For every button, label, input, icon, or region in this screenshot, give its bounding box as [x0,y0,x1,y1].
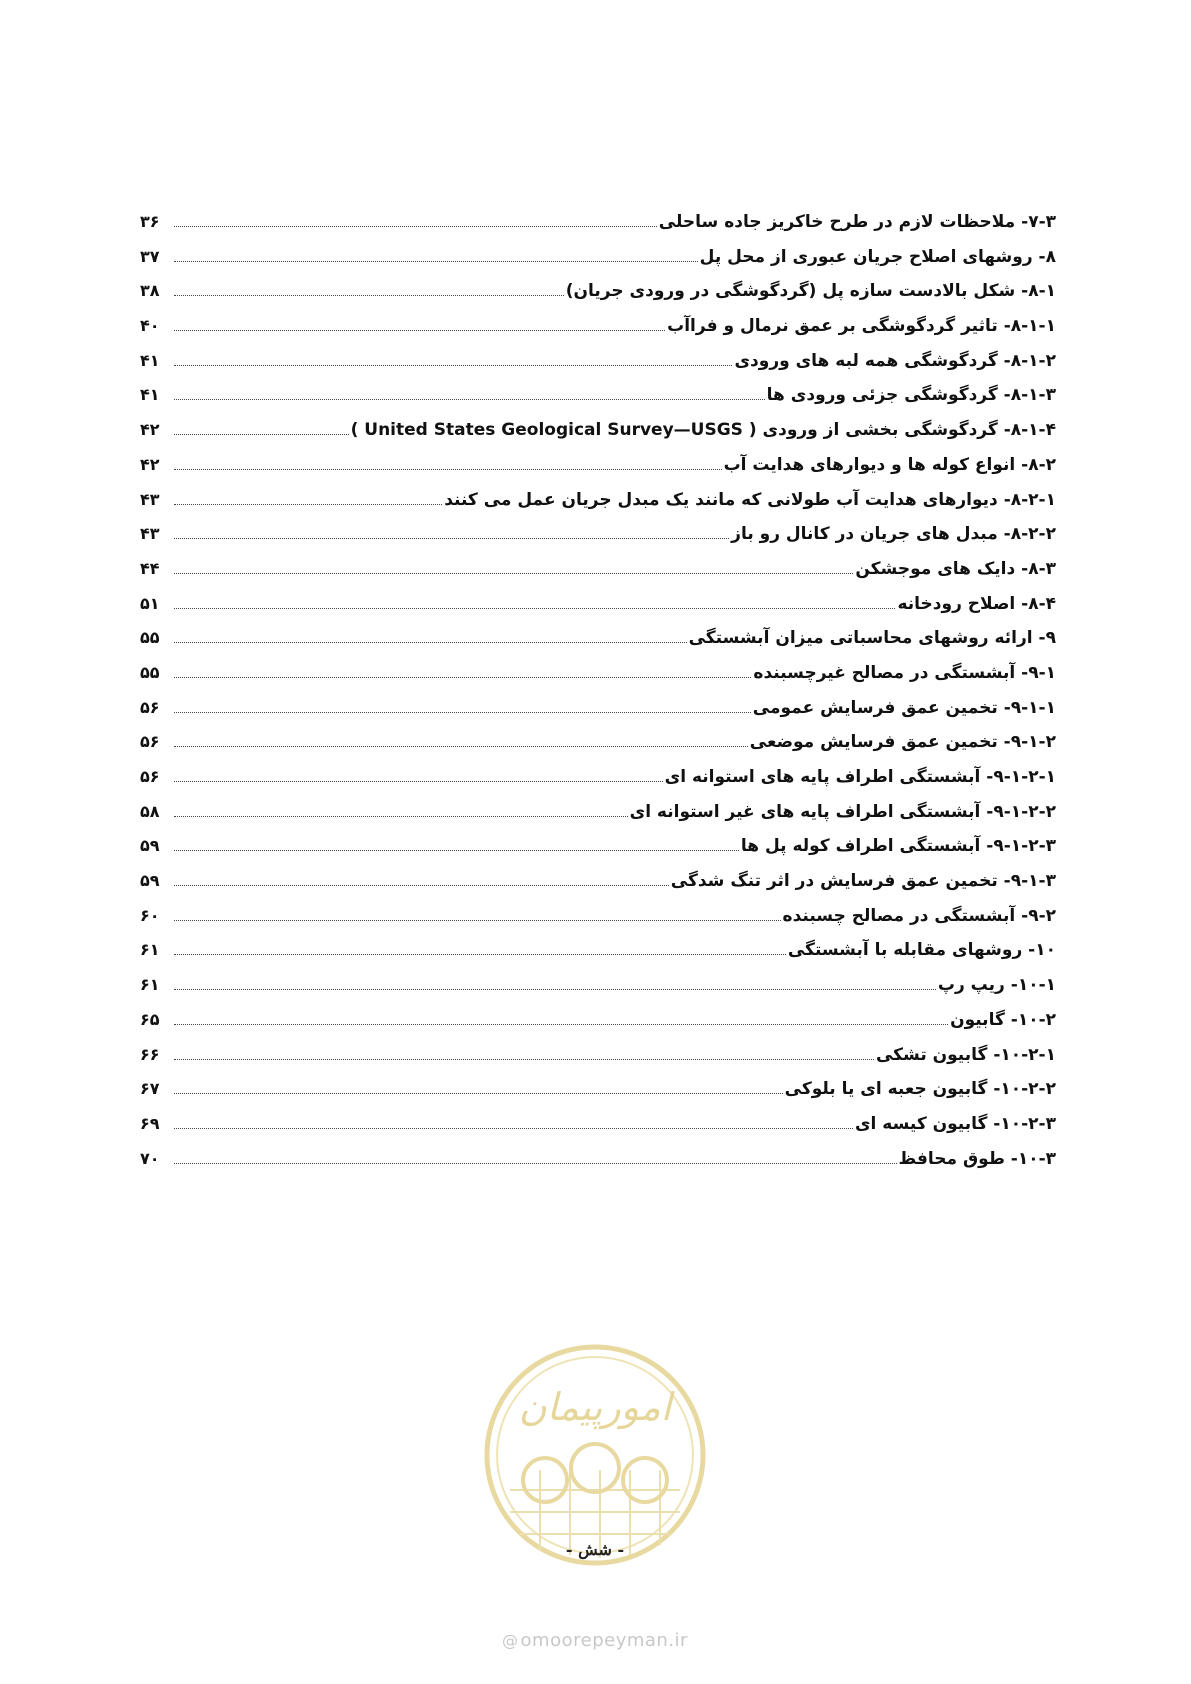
toc-dot-leader [174,573,853,574]
toc-entry[interactable] [140,1114,1056,1149]
toc-entry-page: ۶۹ [140,1113,160,1133]
toc-entry-title: ۹-۱-۲-۲- آبشستگی اطراف پایه های غیر استوانه ای [629,801,1056,822]
at-icon: @ [502,1631,519,1650]
toc-entry-title: ۹-۱-۲- تخمین عمق فرسایش موضعی [749,732,1056,753]
toc-entry[interactable] [140,559,1056,594]
watermark-url [495,1630,695,1651]
toc-entry-page: ۳۸ [140,281,160,301]
toc-entry-page: ۶۰ [140,905,160,925]
toc-entry[interactable] [140,1149,1056,1184]
toc-entry-page: ۴۱ [140,385,160,405]
toc-dot-leader [174,399,765,400]
toc-entry[interactable] [140,351,1056,386]
toc-entry-title: ۱۰-۲-۳- گابیون کیسه ای [854,1113,1056,1134]
toc-entry-page: ۵۶ [140,732,160,752]
toc-entry[interactable] [140,663,1056,698]
toc-dot-leader [174,677,751,678]
toc-entry-title: ۸-۱-۴- گردگوشگی بخشی از ورودی ( United States Geological Survey—USGS ) [350,420,1056,441]
toc-entry-title: ۸-۱-۳- گردگوشگی جزئی ورودی ها [766,385,1056,406]
toc-entry-title: ۸-۳- دایک های موجشکن [855,558,1056,579]
toc-dot-leader [174,1024,948,1025]
toc-entry[interactable] [140,871,1056,906]
toc-entry-title: ۱۰-۲-۱- گابیون تشکی [875,1044,1056,1065]
toc-entry-page: ۵۹ [140,836,160,856]
toc-entry-title: ۱۰-۲-۲- گابیون جعبه ای یا بلوکی [784,1079,1056,1100]
toc-entry[interactable] [140,281,1056,316]
toc-entry[interactable] [140,1079,1056,1114]
toc-entry-page: ۷۰ [140,1148,160,1168]
toc-entry-page: ۴۲ [140,420,160,440]
toc-dot-leader [174,504,442,505]
toc-dot-leader [174,434,349,435]
toc-entry[interactable] [140,594,1056,629]
toc-dot-leader [174,226,657,227]
toc-entry-page: ۴۳ [140,489,160,509]
toc-entry[interactable] [140,732,1056,767]
toc-entry-title: ۸-۴- اصلاح رودخانه [897,593,1056,614]
toc-dot-leader [174,538,729,539]
toc-entry-title: ۸- روشهای اصلاح جریان عبوری از محل پل [699,246,1056,267]
toc-entry-page: ۵۶ [140,697,160,717]
toc-dot-leader [174,1163,897,1164]
toc-dot-leader [174,746,748,747]
watermark-url-text: omoorepeyman.ir [520,1630,688,1651]
toc-entry[interactable] [140,836,1056,871]
toc-entry[interactable] [140,1010,1056,1045]
toc-entry-title: ۸-۱-۱- تاثیر گردگوشگی بر عمق نرمال و فراآب [667,316,1056,337]
toc-entry-page: ۳۷ [140,246,160,266]
toc-entry-title: ۹-۲- آبشستگی در مصالح چسبنده [782,905,1056,926]
toc-entry[interactable] [140,975,1056,1010]
toc-entry[interactable] [140,455,1056,490]
toc-entry-page: ۴۲ [140,454,160,474]
toc-dot-leader [174,608,895,609]
toc-dot-leader [174,920,781,921]
toc-entry-page: ۴۱ [140,350,160,370]
seal-lettering: امورپیمان [518,1385,672,1429]
toc-dot-leader [174,642,687,643]
toc-entry-title: ۸-۲-۲- مبدل های جریان در کانال رو باز [731,524,1056,545]
toc-entry-page: ۴۰ [140,316,160,336]
toc-entry-title: ۱۰-۳- طوق محافظ [898,1148,1056,1169]
toc-entry-page: ۵۱ [140,593,160,613]
toc-entry[interactable] [140,524,1056,559]
page-number-footer: - شش - [565,1540,625,1559]
toc-entry-page: ۴۳ [140,524,160,544]
toc-dot-leader [174,1128,853,1129]
toc-entry-title: ۹-۱-۱- تخمین عمق فرسایش عمومی [752,697,1056,718]
toc-entry-title: ۹-۱-۲-۳- آبشستگی اطراف کوله پل ها [740,836,1056,857]
toc-entry-page: ۵۵ [140,662,160,682]
toc-entry[interactable] [140,385,1056,420]
toc-entry[interactable] [140,490,1056,525]
toc-entry-page: ۵۸ [140,801,160,821]
toc-entry[interactable] [140,247,1056,282]
toc-entry[interactable] [140,906,1056,941]
toc-entry-page: ۶۱ [140,940,160,960]
toc-entry-title: ۱۰-۲- گابیون [950,1009,1056,1030]
toc-dot-leader [174,954,786,955]
toc-dot-leader [174,330,665,331]
toc-entry-page: ۴۴ [140,558,160,578]
toc-dot-leader [174,850,739,851]
toc-entry-title: ۹-۱- آبشستگی در مصالح غیرچسبنده [753,662,1056,683]
toc-entry-title: ۸-۲-۱- دیوارهای هدایت آب طولانی که مانند یک مبدل جریان عمل می کنند [444,489,1056,510]
toc-entry-title: ۸-۱-۲- گردگوشگی همه لبه های ورودی [734,350,1056,371]
toc-entry-title: ۷-۳- ملاحظات لازم در طرح خاکریز جاده ساحلی [658,212,1056,232]
toc-entry[interactable] [140,940,1056,975]
toc-entry[interactable] [140,420,1056,455]
toc-entry-title: ۹- ارائه روشهای محاسباتی میزان آبشستگی [688,628,1056,649]
toc-entry-page: ۶۵ [140,1009,160,1029]
toc-entry-page: ۶۱ [140,975,160,995]
toc-entry-title: ۹-۱-۳- تخمین عمق فرسایش در اثر تنگ شدگی [670,871,1056,892]
toc-entry-page: ۶۶ [140,1044,160,1064]
toc-dot-leader [174,1059,874,1060]
toc-dot-leader [174,295,564,296]
toc-entry-page: ۶۷ [140,1079,160,1099]
toc-entry[interactable] [140,698,1056,733]
toc-dot-leader [174,781,663,782]
toc-entry[interactable] [140,1045,1056,1080]
toc-entry-page: ۵۵ [140,628,160,648]
toc-entry[interactable] [140,212,1056,247]
toc-dot-leader [174,365,732,366]
toc-dot-leader [174,261,698,262]
toc-entry-page: ۵۶ [140,767,160,786]
toc-dot-leader [174,816,628,817]
toc-entry-page: ۵۹ [140,871,160,891]
toc-dot-leader [174,469,722,470]
toc-entry[interactable] [140,316,1056,351]
toc-entry-title: ۱۰-۱- ریپ رپ [937,975,1056,996]
toc-dot-leader [174,885,669,886]
toc-dot-leader [174,989,936,990]
toc-entry[interactable] [140,628,1056,663]
toc-entry-page: ۳۶ [140,212,160,231]
toc-entry-title: ۱۰- روشهای مقابله با آبشستگی [787,940,1056,961]
watermark-seal [480,1340,710,1570]
toc-entry-title: ۹-۱-۲-۱- آبشستگی اطراف پایه های استوانه ای [664,767,1056,787]
toc-entry-title: ۸-۲- انواع کوله ها و دیوارهای هدایت آب [723,454,1056,475]
toc-entry-title: ۸-۱- شکل بالادست سازه پل (گردگوشگی در ورودی جریان) [565,281,1056,302]
toc-entry[interactable] [140,802,1056,837]
toc-dot-leader [174,712,751,713]
table-of-contents [140,212,1056,1183]
toc-dot-leader [174,1093,783,1094]
toc-entry[interactable] [140,767,1056,802]
